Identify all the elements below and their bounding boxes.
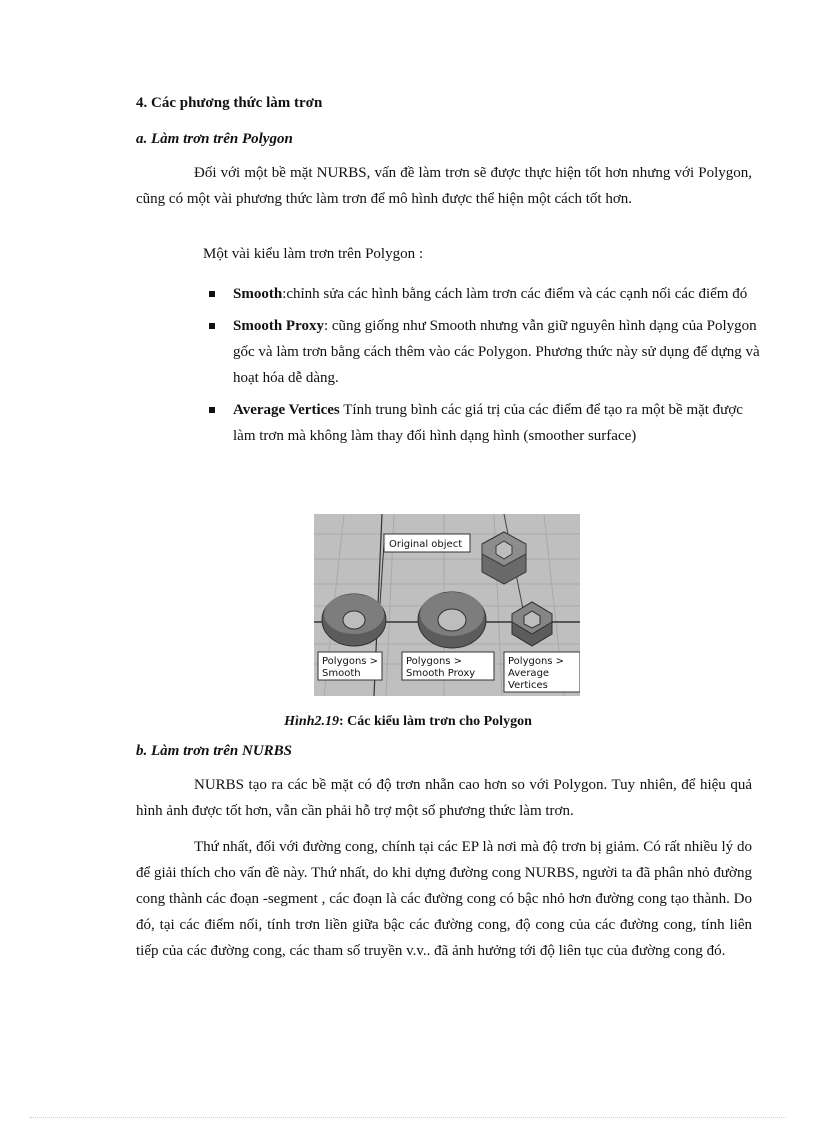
term-smooth-proxy: Smooth Proxy	[233, 318, 324, 334]
desc-smooth-proxy: : cũng giống như Smooth nhưng vẫn giữ nguyên hình dạng của Polygon gốc và làm trơn bằng cách thêm vào các Polygon. Phương thức này sử dụng để dựng và hoạt hóa dễ dàng.	[233, 318, 760, 386]
paragraph-polygon-intro: Đối với một bề mặt NURBS, vấn đề làm trơn sẽ được thực hiện tốt hơn nhưng với Polygon, cũng có một vài phương thức làm trơn để mô hình được thể hiện một cách tốt hơn.	[136, 165, 752, 207]
torus-smooth-proxy	[418, 592, 486, 648]
torus-smooth	[322, 594, 386, 646]
bullet-square-icon	[209, 291, 215, 297]
section-heading: 4. Các phương thức làm trơn	[136, 95, 323, 111]
list-item-smooth-proxy	[200, 313, 760, 391]
figure-image	[314, 514, 580, 696]
label-original-object: Original object	[389, 539, 463, 550]
label-average-line1: Polygons >	[508, 656, 565, 667]
label-average-line3: Vertices	[508, 680, 548, 691]
desc-smooth: :chỉnh sửa các hình bằng cách làm trơn các điểm và các cạnh nối các điểm đó	[282, 286, 748, 302]
page-footer-divider	[30, 1117, 786, 1118]
caption-text: : Các kiểu làm trơn cho Polygon	[339, 714, 532, 729]
caption-prefix: Hình2.19	[284, 714, 339, 729]
term-average-vertices: Average Vertices	[233, 402, 340, 418]
desc-average-vertices: Tính trung bình các giá trị của các điểm để tạo ra một bề mặt được làm trơn mà không làm thay đổi hình dạng hình (smoother surface)	[233, 402, 743, 444]
paragraph-nurbs-2: Thứ nhất, đối với đường cong, chính tại các EP là nơi mà độ trơn bị giảm. Có rất nhiều lý do để giải thích cho vấn đề này. Thứ nhất, do khi dựng đường cong NURBS, người ta đã phân nhỏ đường cong thành các đoạn -segment , các đoạn là các đường cong có bậc nhỏ hơn đường cong tạo thành. Do đó, tại các điểm nối, tính trơn liền giữa bậc các đường cong, độ cong của các đường cong, tính liên tiếp của các đường cong, các tham số truyền v.v.. đã ảnh hưởng tới độ liên tục của đường cong đó.	[136, 839, 752, 959]
label-proxy-line1: Polygons >	[406, 656, 463, 667]
subsection-b-heading: b. Làm trơn trên NURBS	[136, 743, 292, 759]
bullet-square-icon	[209, 323, 215, 329]
label-proxy-line2: Smooth Proxy	[406, 668, 476, 679]
label-average-line2: Average	[508, 668, 550, 679]
bullet-square-icon	[209, 407, 215, 413]
paragraph-nurbs-1: NURBS tạo ra các bề mặt có độ trơn nhẵn cao hơn so với Polygon. Tuy nhiên, để hiệu quả hình ảnh được tốt hơn, vẫn cần phải hỗ trợ một số phương thức làm trơn.	[136, 777, 752, 819]
bullet-list-intro: Một vài kiểu làm trơn trên Polygon :	[203, 246, 423, 262]
figure-caption	[0, 714, 816, 730]
figure-smoothing-types	[314, 514, 580, 696]
term-smooth: Smooth	[233, 286, 283, 302]
label-smooth-line1: Polygons >	[322, 656, 379, 667]
subsection-a-heading: a. Làm trơn trên Polygon	[136, 131, 293, 147]
smoothing-methods-list	[200, 281, 760, 455]
list-item-average-vertices	[200, 397, 760, 449]
list-item-smooth	[200, 281, 760, 307]
label-smooth-line2: Smooth	[322, 668, 361, 679]
